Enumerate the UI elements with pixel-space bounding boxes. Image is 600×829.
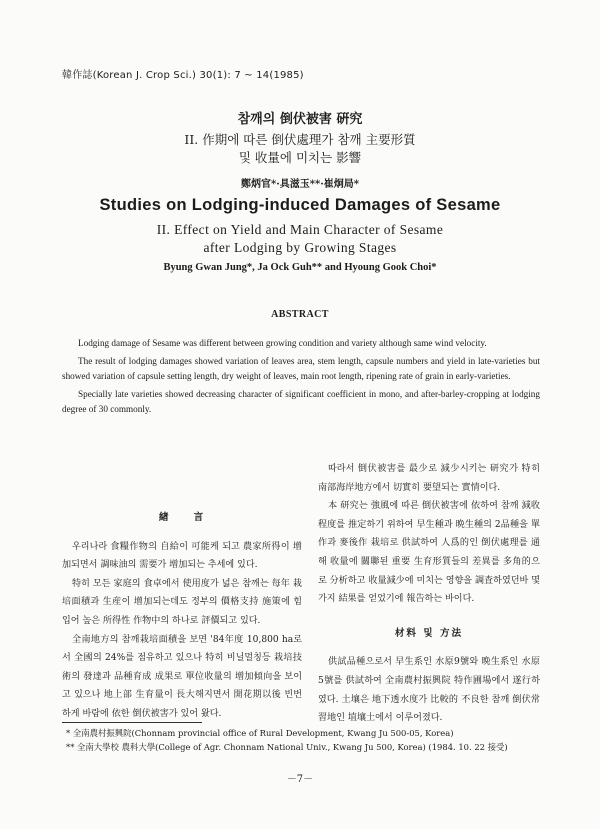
footnote-1: * 全南農村振興院(Chonnam provincial office of Rural Development, Kwang Ju 500-05, Korea): [66, 728, 454, 738]
intro-paragraph-5: 本 研究는 強風에 따른 倒伏被害에 依하여 참깨 減收程度를 推定하기 위하여 早生種과 晩生種의 2品種을 單作과 麥後作 栽培로 供試하여 人爲的인 倒伏處理를 通해 收量에 關聯된 重要 生育形質들의 差異를 多角的으로 分析하고 收量減少에 미치는 영향을 調査하였던바 몇가지 結果를 얻었기에 報告하는 바이다.: [318, 501, 540, 605]
methods-paragraph-1: 供試品種으로서 早生系인 水原9號와 晩生系인 水原5號를 供試하여 全南農村振興院 特作圃場에서 遂行하였다. 土壤은 地下透水度가 比較的 不良한 참깨 倒伏常習地인 埴壤土에서 이루어졌다.: [318, 657, 540, 724]
methods-heading: 材料 및 方法: [394, 627, 464, 639]
korean-title: 참깨의 倒伏被害 硏究: [237, 112, 363, 127]
footnote-2: ** 全南大學校 農科大學(College of Agr. Chonnam National Univ., Kwang Ju 500, Korea) (1984. 10. 22 接受): [66, 742, 508, 752]
page-number: －7－: [286, 774, 314, 785]
korean-authors: 鄭炳官*·具滋玉**·崔炯局*: [241, 179, 359, 190]
abstract-body: [62, 336, 540, 420]
abstract-paragraph-3: Specially late varieties showed decreasing character of significant coefficient in mono, and after-barley-cropping at lodging degree of 30 commonly.: [62, 388, 540, 415]
korean-subtitle-line-2: 및 收量에 미치는 影響: [238, 150, 362, 165]
left-column: [62, 509, 302, 724]
abstract-paragraph-2: The result of lodging damages showed variation of leaves area, stem length, capsule numbers and yield in late-varieties but showed variation of capsule setting length, dry weight of leaves, main root length, ripening rate of grain in early-varieties.: [62, 355, 540, 382]
intro-paragraph-2: 特히 모든 家庭의 食卓에서 使用度가 넓은 참깨는 每年 栽培面積과 生産이 增加되는데도 정부의 價格支持 施策에 힘입어 높은 所得性 作物中의 하나로 評價되고 있다.: [62, 578, 302, 626]
footnotes: [66, 726, 508, 754]
english-subtitle-line-2: after Lodging by Growing Stages: [203, 240, 397, 255]
abstract-paragraph-1: Lodging damage of Sesame was different between growing condition and variety although same wind velocity.: [78, 338, 487, 348]
footnote-rule: [62, 722, 202, 723]
journal-citation: 韓作誌(Korean J. Crop Sci.) 30(1): 7 ~ 14(1985): [62, 70, 304, 81]
english-title: Studies on Lodging-induced Damages of Sesame: [99, 196, 501, 214]
intro-paragraph-1: 우리나라 食糧作物의 自給이 可能케 되고 農家所得이 增加되면서 調味油의 需要가 增加되는 추세에 있다.: [62, 541, 302, 571]
right-column: [318, 460, 540, 728]
intro-paragraph-3: 全南地方의 참깨栽培面積을 보면 '84年度 10,800 ha로서 全國의 24%를 점유하고 있으나 特히 비닐멀칭등 栽培技術의 發達과 品種育成 成果로 單位收量의 增加傾向을 보이고 있으나 地上部 生育量이 長大해지면서 開花期以後 빈번하게 바람에 依한 倒伏被害가 있어 왔다.: [62, 634, 302, 719]
english-authors: Byung Gwan Jung*, Ja Ock Guh** and Hyoung Gook Choi*: [163, 262, 437, 273]
introduction-heading: 緖 言: [158, 512, 206, 523]
abstract-heading: ABSTRACT: [271, 309, 329, 320]
korean-subtitle-line-1: II. 作期에 따른 倒伏處理가 참깨 主要形質: [184, 132, 416, 147]
english-subtitle-line-1: II. Effect on Yield and Main Character of Sesame: [156, 222, 444, 237]
intro-paragraph-4: 따라서 倒伏被害를 最少로 減少시키는 研究가 特히 南部海岸地方에서 切實히 要望되는 實情이다.: [318, 464, 540, 493]
